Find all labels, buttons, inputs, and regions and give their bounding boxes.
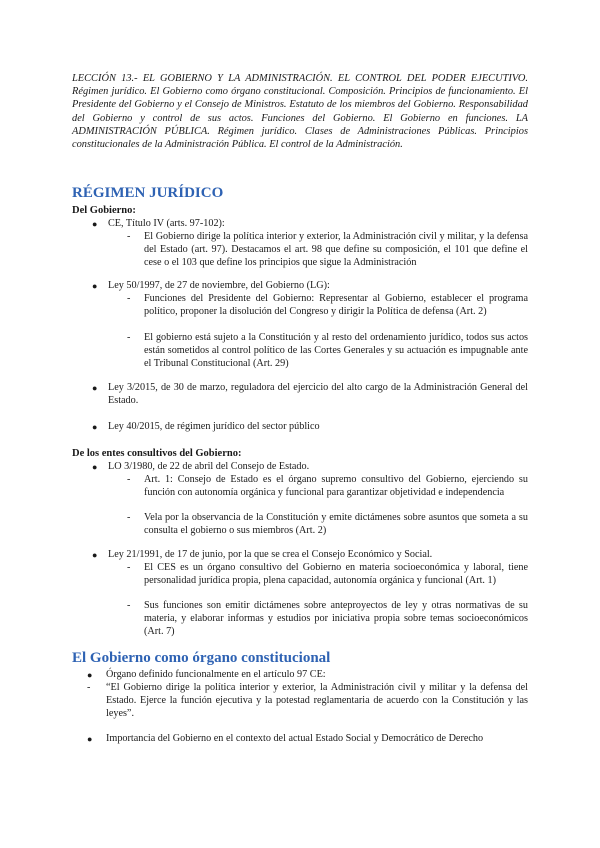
bullet-icon: ● [92, 383, 98, 393]
list-item: - Sus funciones son emitir dictámenes sobre anteproyectos de ley y otras normativas de su materia, y elaborar informas y estudios por iniciativa propia sobre temas socioeconómicos (Art. 7) [127, 600, 528, 637]
list-item: - Funciones del Presidente del Gobierno: Representar al Gobierno, establecer el programa político, proponer la disolución del Congreso y dirigir la Política de defensa (Art. 2) [127, 293, 528, 317]
list-item: - El gobierno está sujeto a la Constitución y al resto del ordenamiento jurídico, todos sus actos están sometidos al control político de las Cortes Generales y su actuación es impugnable ante el Tribunal Constitucional (Art. 29) [127, 332, 528, 369]
list-item [92, 218, 528, 231]
bullet-icon: ● [87, 670, 93, 680]
subheading-del-gobierno: Del Gobierno: [72, 205, 136, 216]
dash-icon: - [127, 332, 131, 343]
section-heading-gobierno-organo: El Gobierno como órgano constitucional [72, 650, 331, 666]
bullet-icon: ● [92, 281, 98, 291]
list-item: - El Gobierno dirige la política interior y exterior, la Administración civil y militar, y la defensa del Estado (art. 97). Destacamos el art. 98 que define su composición, el 101 que define el cese o el 103 que define los principios que sigue la Administración [127, 231, 528, 268]
dash-icon: - [127, 474, 131, 485]
dash-icon: - [127, 293, 131, 304]
bullet-icon: ● [92, 422, 98, 432]
list-item [87, 669, 526, 682]
ley3-text: Ley 3/2015, de 30 de marzo, reguladora del ejercicio del alto cargo de la Administración General del Estado. [108, 382, 528, 406]
ce-label: CE, Título IV (arts. 97-102): [108, 218, 225, 229]
section-heading-regimen-juridico: RÉGIMEN JURÍDICO [72, 185, 224, 201]
list-item [87, 733, 528, 746]
list-item [92, 421, 528, 434]
lesson-intro: LECCIÓN 13.- EL GOBIERNO Y LA ADMINISTRACIÓN. EL CONTROL DEL PODER EJECUTIVO. Régimen jurídico. El Gobierno como órgano constitucional. Composición. Principios de funcionamiento. El Presidente del Gobierno y el Consejo de Ministros. Estatuto de los miembros del Gobierno. Responsabilidad del Gobierno y control de sus actos. Funciones del Gobierno. El Gobierno en funciones. LA ADMINISTRACIÓN PÚBLICA. Régimen jurídico. Clases de Administraciones Públicas. Principios constitucionales de la Administración Pública. El control de la Administración. [72, 73, 528, 151]
dash-icon: - [127, 562, 131, 573]
list-item [92, 549, 528, 562]
dash-icon: - [127, 231, 131, 242]
lo3-label: LO 3/1980, de 22 de abril del Consejo de Estado. [108, 461, 310, 472]
list-item [92, 382, 528, 408]
bullet-icon: ● [92, 219, 98, 229]
subheading-entes-consultivos: De los entes consultivos del Gobierno: [72, 448, 242, 459]
list-item [92, 280, 528, 293]
art97-quote: “El Gobierno dirige la política interior y exterior, la Administración civil y militar y la defensa del Estado. Ejerce la función ejecutiva y la potestad reglamentaria de acuerdo con la Constitución y las leyes”. [106, 682, 528, 719]
dash-icon: - [127, 512, 131, 523]
list-item [87, 682, 528, 720]
bullet-icon: ● [92, 462, 98, 472]
list-item: - Art. 1: Consejo de Estado es el órgano supremo consultivo del Gobierno, ejerciendo su función con autonomía orgánica y funcional para garantizar objetividad e independencia [127, 474, 528, 498]
list-item: - Vela por la observancia de la Constitución y emite dictámenes sobre asuntos que someta a su consulta el gobierno o sus miembros (Art. 2) [127, 512, 528, 536]
bullet-icon: ● [87, 734, 93, 744]
dash-icon: - [87, 682, 91, 693]
ley40-text: Ley 40/2015, de régimen jurídico del sector público [108, 421, 320, 432]
bullet-icon: ● [92, 550, 98, 560]
list-item: - El CES es un órgano consultivo del Gobierno en materia socioeconómica y laboral, tiene personalidad jurídica propia, plena capacidad, autonomía orgánica y funcional (Art. 1) [127, 562, 528, 586]
ley21-label: Ley 21/1991, de 17 de junio, por la que se crea el Consejo Económico y Social. [108, 549, 433, 560]
organo-definido-text: Órgano definido funcionalmente en el artículo 97 CE: [106, 669, 326, 680]
dash-icon: - [127, 600, 131, 611]
importancia-text: Importancia del Gobierno en el contexto del actual Estado Social y Democrático de Derecho [106, 733, 484, 744]
list-item [92, 461, 528, 474]
ley50-label: Ley 50/1997, de 27 de noviembre, del Gobierno (LG): [108, 280, 330, 291]
